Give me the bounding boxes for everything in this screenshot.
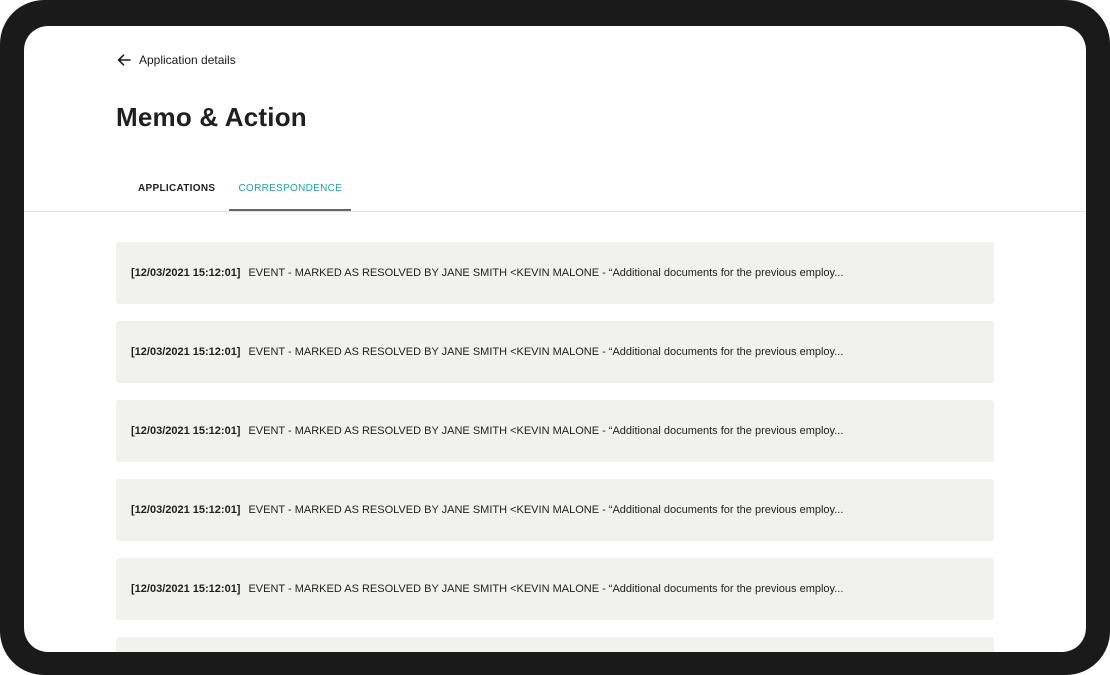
list-item[interactable] — [116, 321, 994, 383]
back-link-label: Application details — [139, 53, 236, 67]
tab-correspondence[interactable]: CORRESPONDENCE — [229, 174, 351, 212]
item-timestamp: [12/03/2021 15:12:01] — [131, 504, 241, 516]
page-title: Memo & Action — [116, 102, 307, 132]
item-text: EVENT - MARKED AS RESOLVED BY JANE SMITH <KEVIN MALONE - “Additional documents for the previous employ... — [248, 346, 844, 358]
item-timestamp: [12/03/2021 15:12:01] — [131, 267, 241, 279]
list-item[interactable] — [116, 242, 994, 304]
tab-bar — [116, 174, 353, 212]
item-timestamp: [12/03/2021 15:12:01] — [131, 346, 241, 358]
correspondence-list — [116, 242, 994, 652]
list-item[interactable] — [116, 558, 994, 620]
tab-applications[interactable]: APPLICATIONS — [138, 183, 216, 194]
item-timestamp: [12/03/2021 15:12:01] — [131, 425, 241, 437]
item-text: EVENT - MARKED AS RESOLVED BY JANE SMITH <KEVIN MALONE - “Additional documents for the previous employ... — [248, 504, 844, 516]
tabs-divider — [24, 211, 1086, 212]
item-text: EVENT - MARKED AS RESOLVED BY JANE SMITH <KEVIN MALONE - “Additional documents for the previous employ... — [248, 583, 844, 595]
list-item[interactable] — [116, 479, 994, 541]
list-item[interactable] — [116, 637, 994, 652]
item-text: EVENT - MARKED AS RESOLVED BY JANE SMITH <KEVIN MALONE - “Additional documents for the previous employ... — [248, 267, 844, 279]
app-screen — [24, 26, 1086, 652]
list-item[interactable] — [116, 400, 994, 462]
item-text: EVENT - MARKED AS RESOLVED BY JANE SMITH <KEVIN MALONE - “Additional documents for the previous employ... — [248, 425, 844, 437]
arrow-left-icon — [117, 54, 131, 66]
back-link[interactable] — [117, 53, 236, 67]
item-timestamp: [12/03/2021 15:12:01] — [131, 583, 241, 595]
